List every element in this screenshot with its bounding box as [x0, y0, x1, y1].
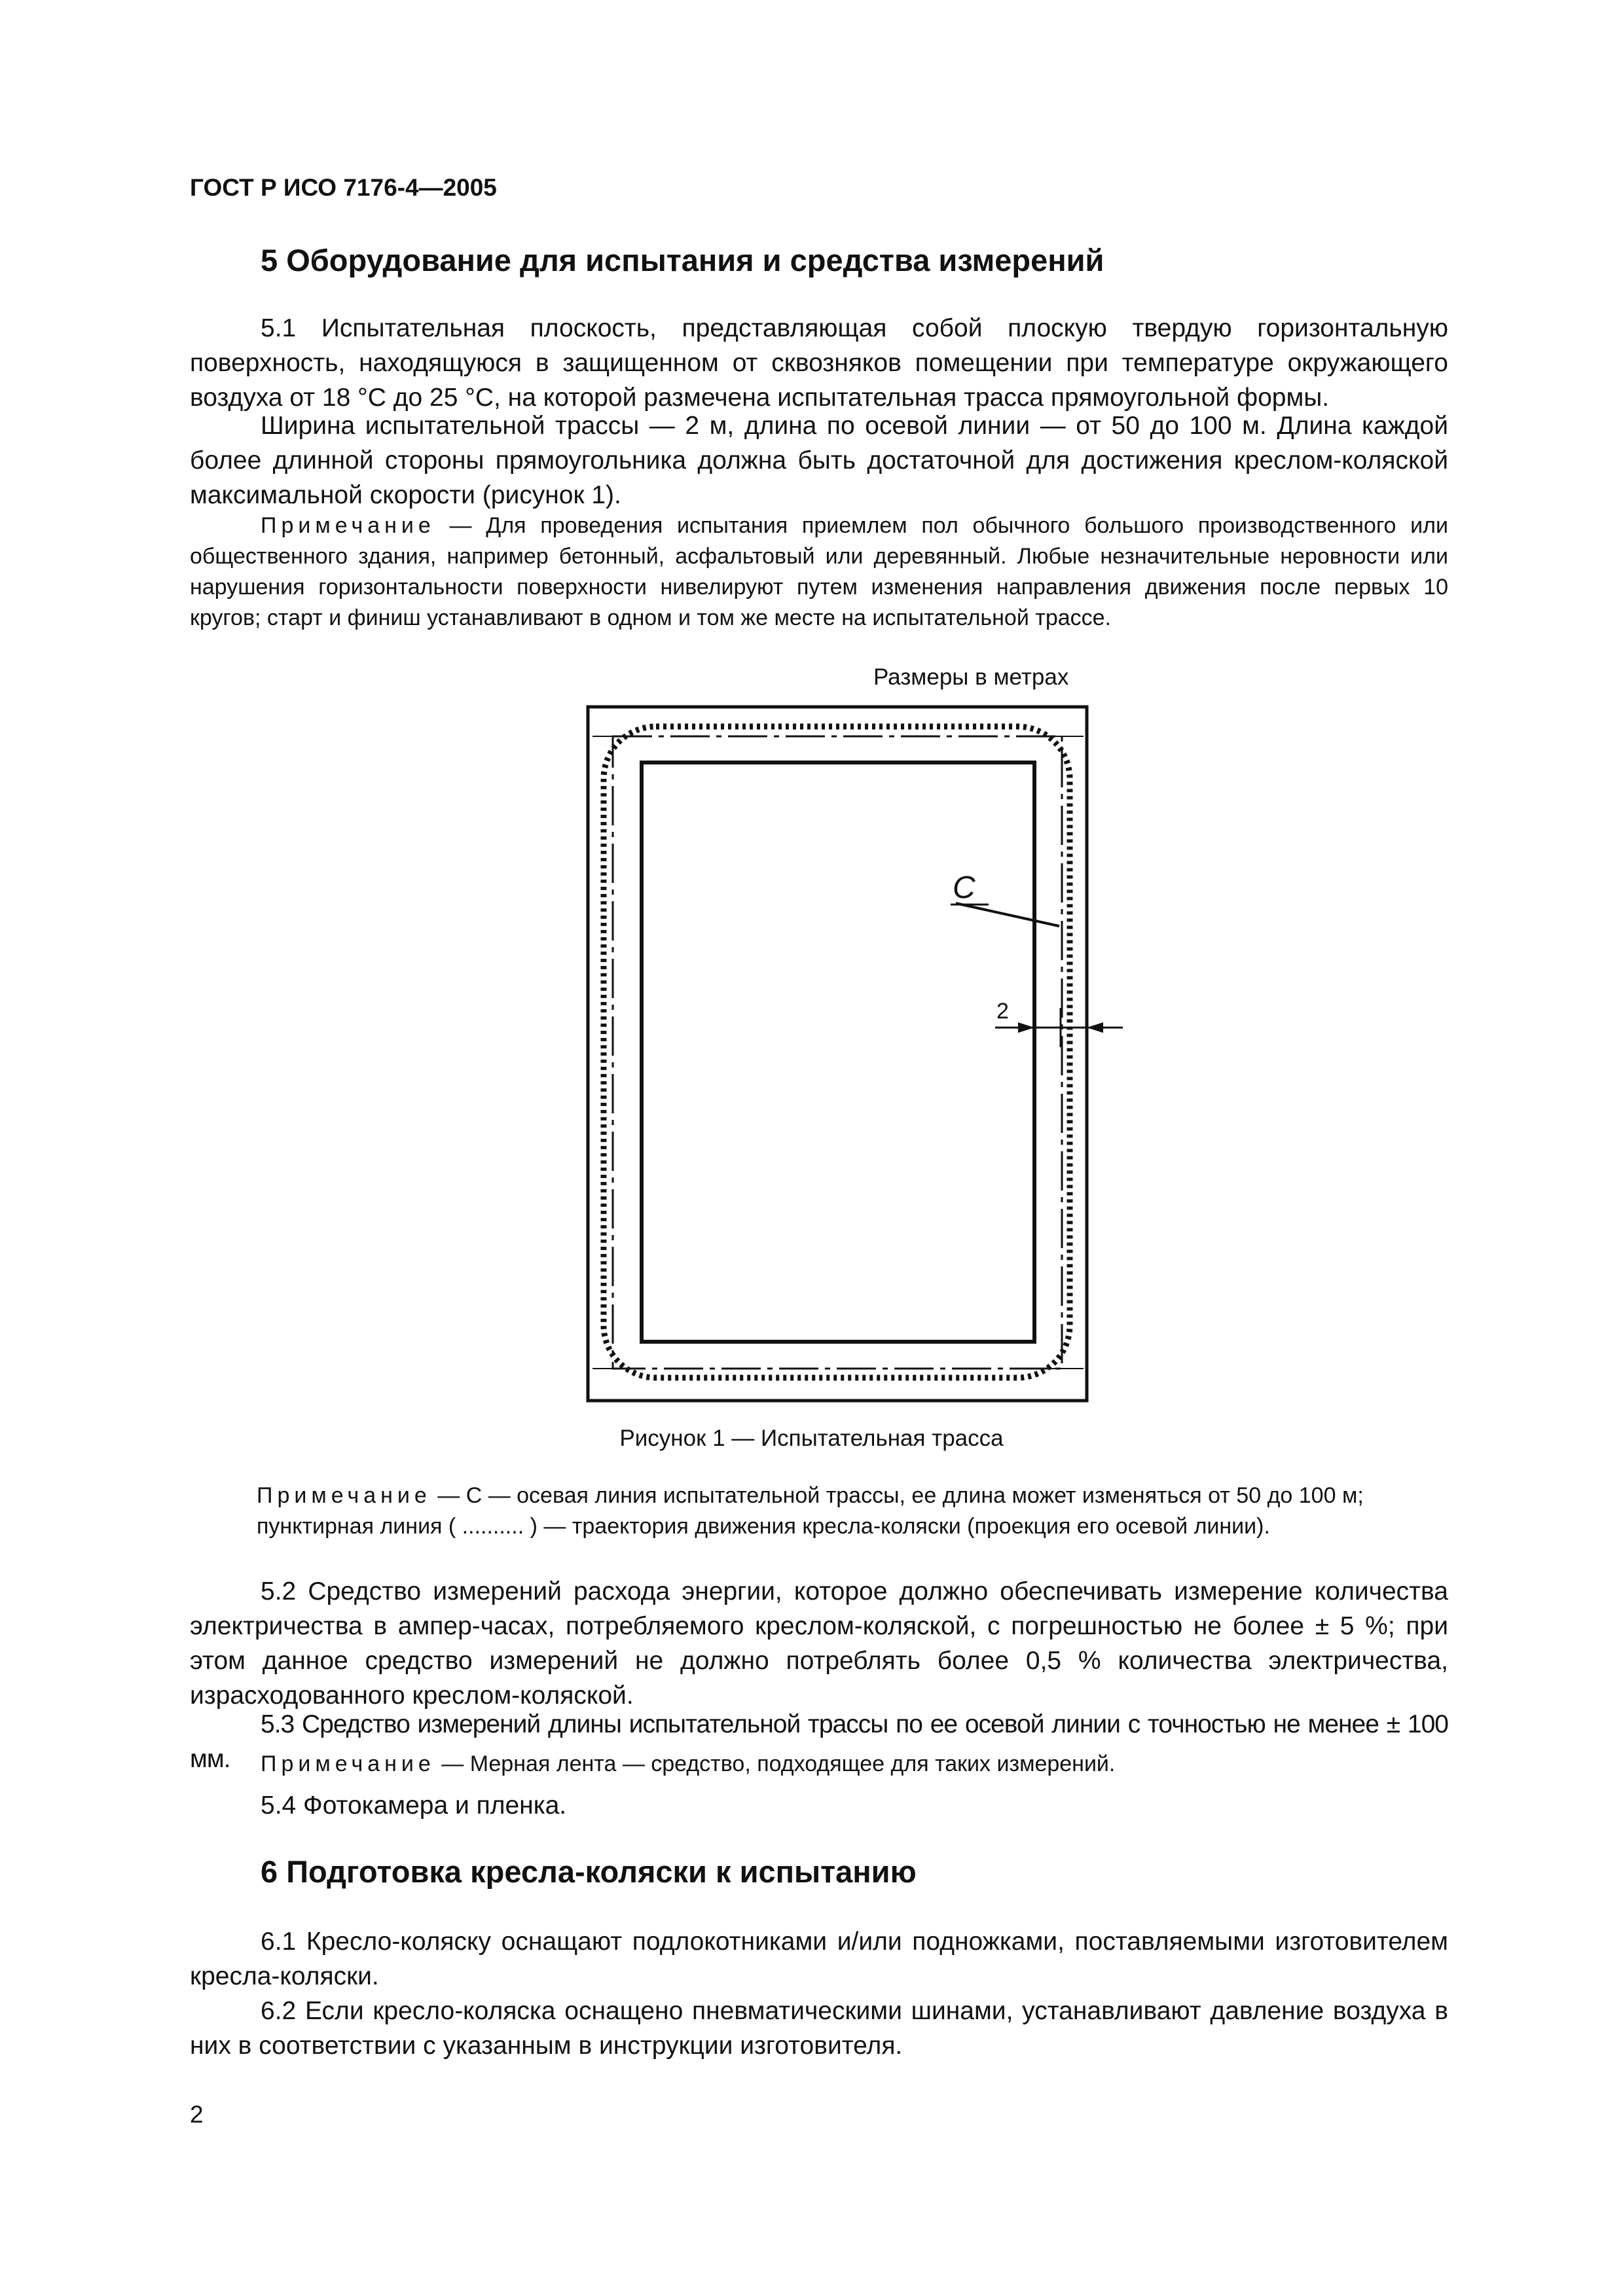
dimension-arrow: [1087, 1022, 1103, 1033]
figure-caption: Рисунок 1 — Испытательная трасса: [619, 1426, 1004, 1451]
dimension-arrow: [1018, 1022, 1034, 1033]
paragraph-5-3: 5.3 Средство измерений длины испытательной трассы по ее осевой линии с точностью не менее ± 100 мм.: [190, 1710, 1448, 1773]
inner-boundary: [642, 762, 1034, 1342]
page-number: 2: [190, 2101, 204, 2128]
note-5-3: Примечание — Мерная лента — средство, подходящее для таких измерений.: [261, 1751, 1116, 1776]
figure-note: Примечание — С — осевая линия испытательной трассы, ее длина может изменяться от 50 до 100 м; пунктирная линия ( .......... ) — траектория движения кресла-коляски (проекция его осевой линии).: [257, 1483, 1364, 1539]
paragraph-6-1: 6.1 Кресло-коляску оснащают подлокотниками и/или подножками, поставляемыми изготовителем кресла-коляски.: [190, 1928, 1448, 1990]
note-5-1: Примечание — Для проведения испытания приемлем пол обычного большого производственного или общественного здания, например бетонный, асфальтовый или деревянный. Любые незначительные неровности или нарушения горизонтальности поверхности нивелируют путем изменения направления движения после первых 10 кругов; старт и финиш устанавливают в одном и том же месте на испытательной трассе.: [190, 513, 1448, 630]
paragraph-5-1-width: Ширина испытательной трассы — 2 м, длина по осевой линии — от 50 до 100 м. Длина каждой более длинной стороны прямоугольника должна быть достаточной для достижения креслом-коляской максимальной скорости (рисунок 1).: [190, 412, 1448, 509]
section-6-title: 6 Подготовка кресла-коляски к испытанию: [261, 1854, 917, 1889]
document-header: ГОСТ Р ИСО 7176-4—2005: [190, 174, 497, 201]
wheelchair-trajectory: [604, 726, 1070, 1378]
paragraph-6-2: 6.2 Если кресло-коляска оснащено пневматическими шинами, устанавливают давление воздуха в них в соответствии с указанным в инструкции изготовителя.: [190, 1997, 1448, 2060]
section-5-title: 5 Оборудование для испытания и средства измерений: [261, 243, 1104, 278]
outer-boundary: [588, 707, 1087, 1401]
paragraph-5-4: 5.4 Фотокамера и пленка.: [261, 1791, 567, 1820]
paragraph-5-1: 5.1 Испытательная плоскость, представляющая собой плоскую твердую горизонтальную поверхность, находящуюся в защищенном от сквозняков помещении при температуре окружающего воздуха от 18 °С до 25 °С, на которой размечена испытательная трасса прямоугольной формы.: [190, 314, 1448, 412]
dimension-note: Размеры в метрах: [873, 664, 1069, 690]
paragraph-5-2: 5.2 Средство измерений расхода энергии, которое должно обеспечивать измерение количества электричества в ампер-часах, потребляемого креслом-коляской, с погрешностью не более ± 5 %; при этом данное средство измерений не должно потреблять более 0,5 % количества электричества, израсходованного креслом-коляской.: [190, 1577, 1448, 1710]
centerline-c: [613, 736, 1062, 1369]
label-width: 2: [996, 999, 1009, 1024]
c-leader-line: [956, 903, 1059, 926]
label-c: С: [953, 870, 976, 905]
